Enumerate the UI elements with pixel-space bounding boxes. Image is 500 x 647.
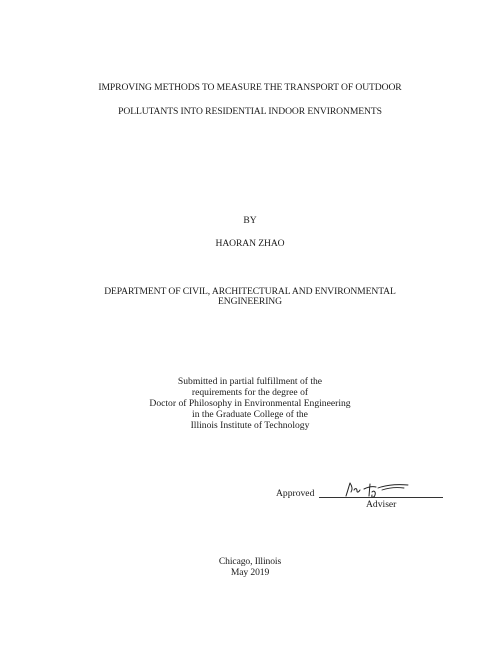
thesis-title-line-1: IMPROVING METHODS TO MEASURE THE TRANSPORT OF OUTDOOR [98, 82, 402, 93]
department-line-1: DEPARTMENT OF CIVIL, ARCHITECTURAL AND ENVIRONMENTAL [104, 286, 396, 297]
approved-label: Approved [276, 488, 315, 499]
handwritten-signature [342, 480, 412, 500]
thesis-title-line-2: POLLUTANTS INTO RESIDENTIAL INDOOR ENVIRONMENTS [118, 106, 382, 117]
adviser-label: Adviser [366, 499, 397, 510]
submission-line-2: requirements for the degree of [191, 387, 309, 398]
submission-statement [0, 376, 500, 431]
submission-line-1: Submitted in partial fulfillment of the [177, 376, 323, 387]
submission-line-3: Doctor of Philosophy in Environmental Engineering [149, 398, 351, 409]
author-name: HAORAN ZHAO [215, 238, 285, 249]
by-label: BY [243, 215, 257, 226]
approval-block [276, 488, 446, 512]
submission-line-4: in the Graduate College of the [192, 409, 308, 420]
location: Chicago, Illinois [218, 556, 282, 567]
submission-line-5: Illinois Institute of Technology [190, 420, 310, 431]
submission-date: May 2019 [230, 567, 270, 578]
department-line-2: ENGINEERING [218, 296, 282, 307]
